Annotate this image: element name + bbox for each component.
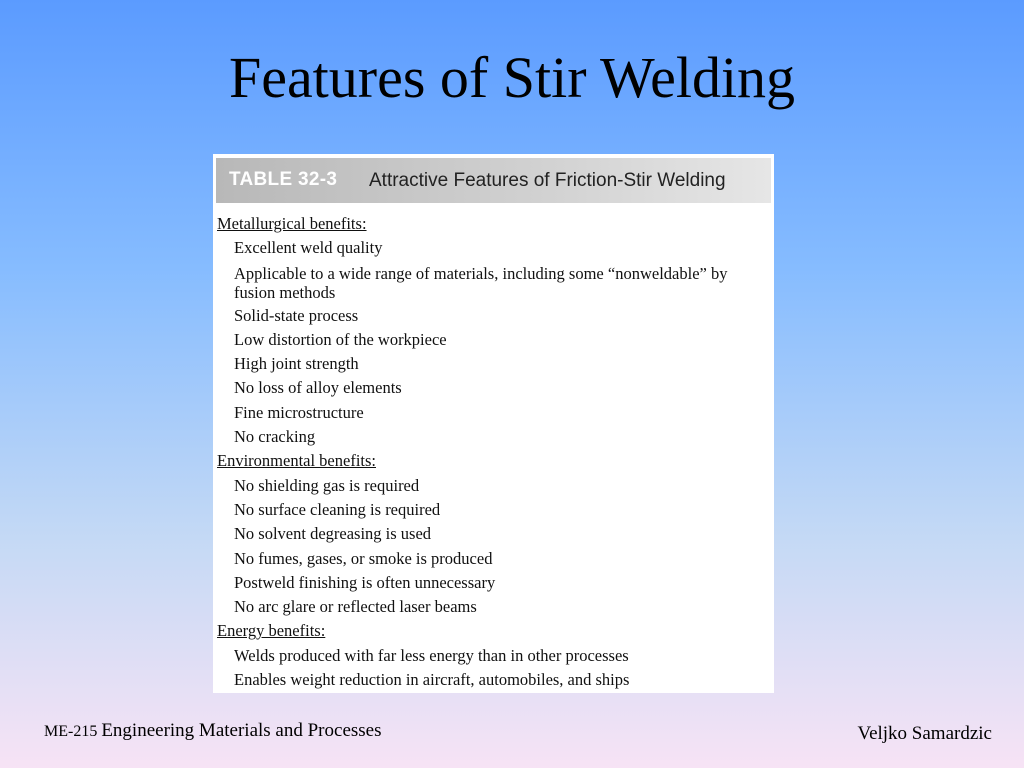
list-item: No fumes, gases, or smoke is produced	[234, 548, 493, 568]
table-header	[216, 158, 771, 203]
list-item: No shielding gas is required	[234, 475, 420, 495]
list-item: Postweld finishing is often unnecessary	[234, 572, 496, 592]
list-item: Fine microstructure	[234, 402, 364, 422]
list-item: No loss of alloy elements	[234, 378, 402, 398]
list-item: Solid-state process	[234, 305, 359, 325]
list-item: No solvent degreasing is used	[234, 524, 432, 544]
slide-title: Features of Stir Welding	[228, 45, 796, 110]
list-item: Low distortion of the workpiece	[234, 329, 447, 349]
course-code: ME-215	[44, 723, 98, 740]
table-caption: Attractive Features of Friction-Stir Welding	[369, 170, 726, 191]
table-body	[217, 212, 769, 692]
list-item: No arc glare or reflected laser beams	[234, 597, 477, 617]
list-item: No cracking	[234, 427, 316, 447]
section-heading-metallurgical: Metallurgical benefits:	[217, 214, 367, 233]
section-heading-environmental: Environmental benefits:	[217, 451, 376, 471]
list-item: Enables weight reduction in aircraft, automobiles, and ships	[234, 670, 630, 690]
footer-author: Veljko Samardzic	[857, 723, 992, 744]
table-number: TABLE 32-3	[229, 169, 338, 190]
course-name: Engineering Materials and Processes	[101, 720, 382, 741]
list-item: High joint strength	[234, 354, 359, 374]
list-item: No surface cleaning is required	[234, 499, 441, 519]
footer-course	[44, 720, 382, 742]
list-item: Applicable to a wide range of materials, including some “nonweldable” by fusion methods	[234, 263, 728, 302]
list-item: Welds produced with far less energy than in other processes	[234, 645, 629, 665]
section-heading-energy: Energy benefits:	[217, 621, 326, 641]
table-figure	[213, 154, 774, 693]
list-item: Excellent weld quality	[234, 238, 383, 258]
